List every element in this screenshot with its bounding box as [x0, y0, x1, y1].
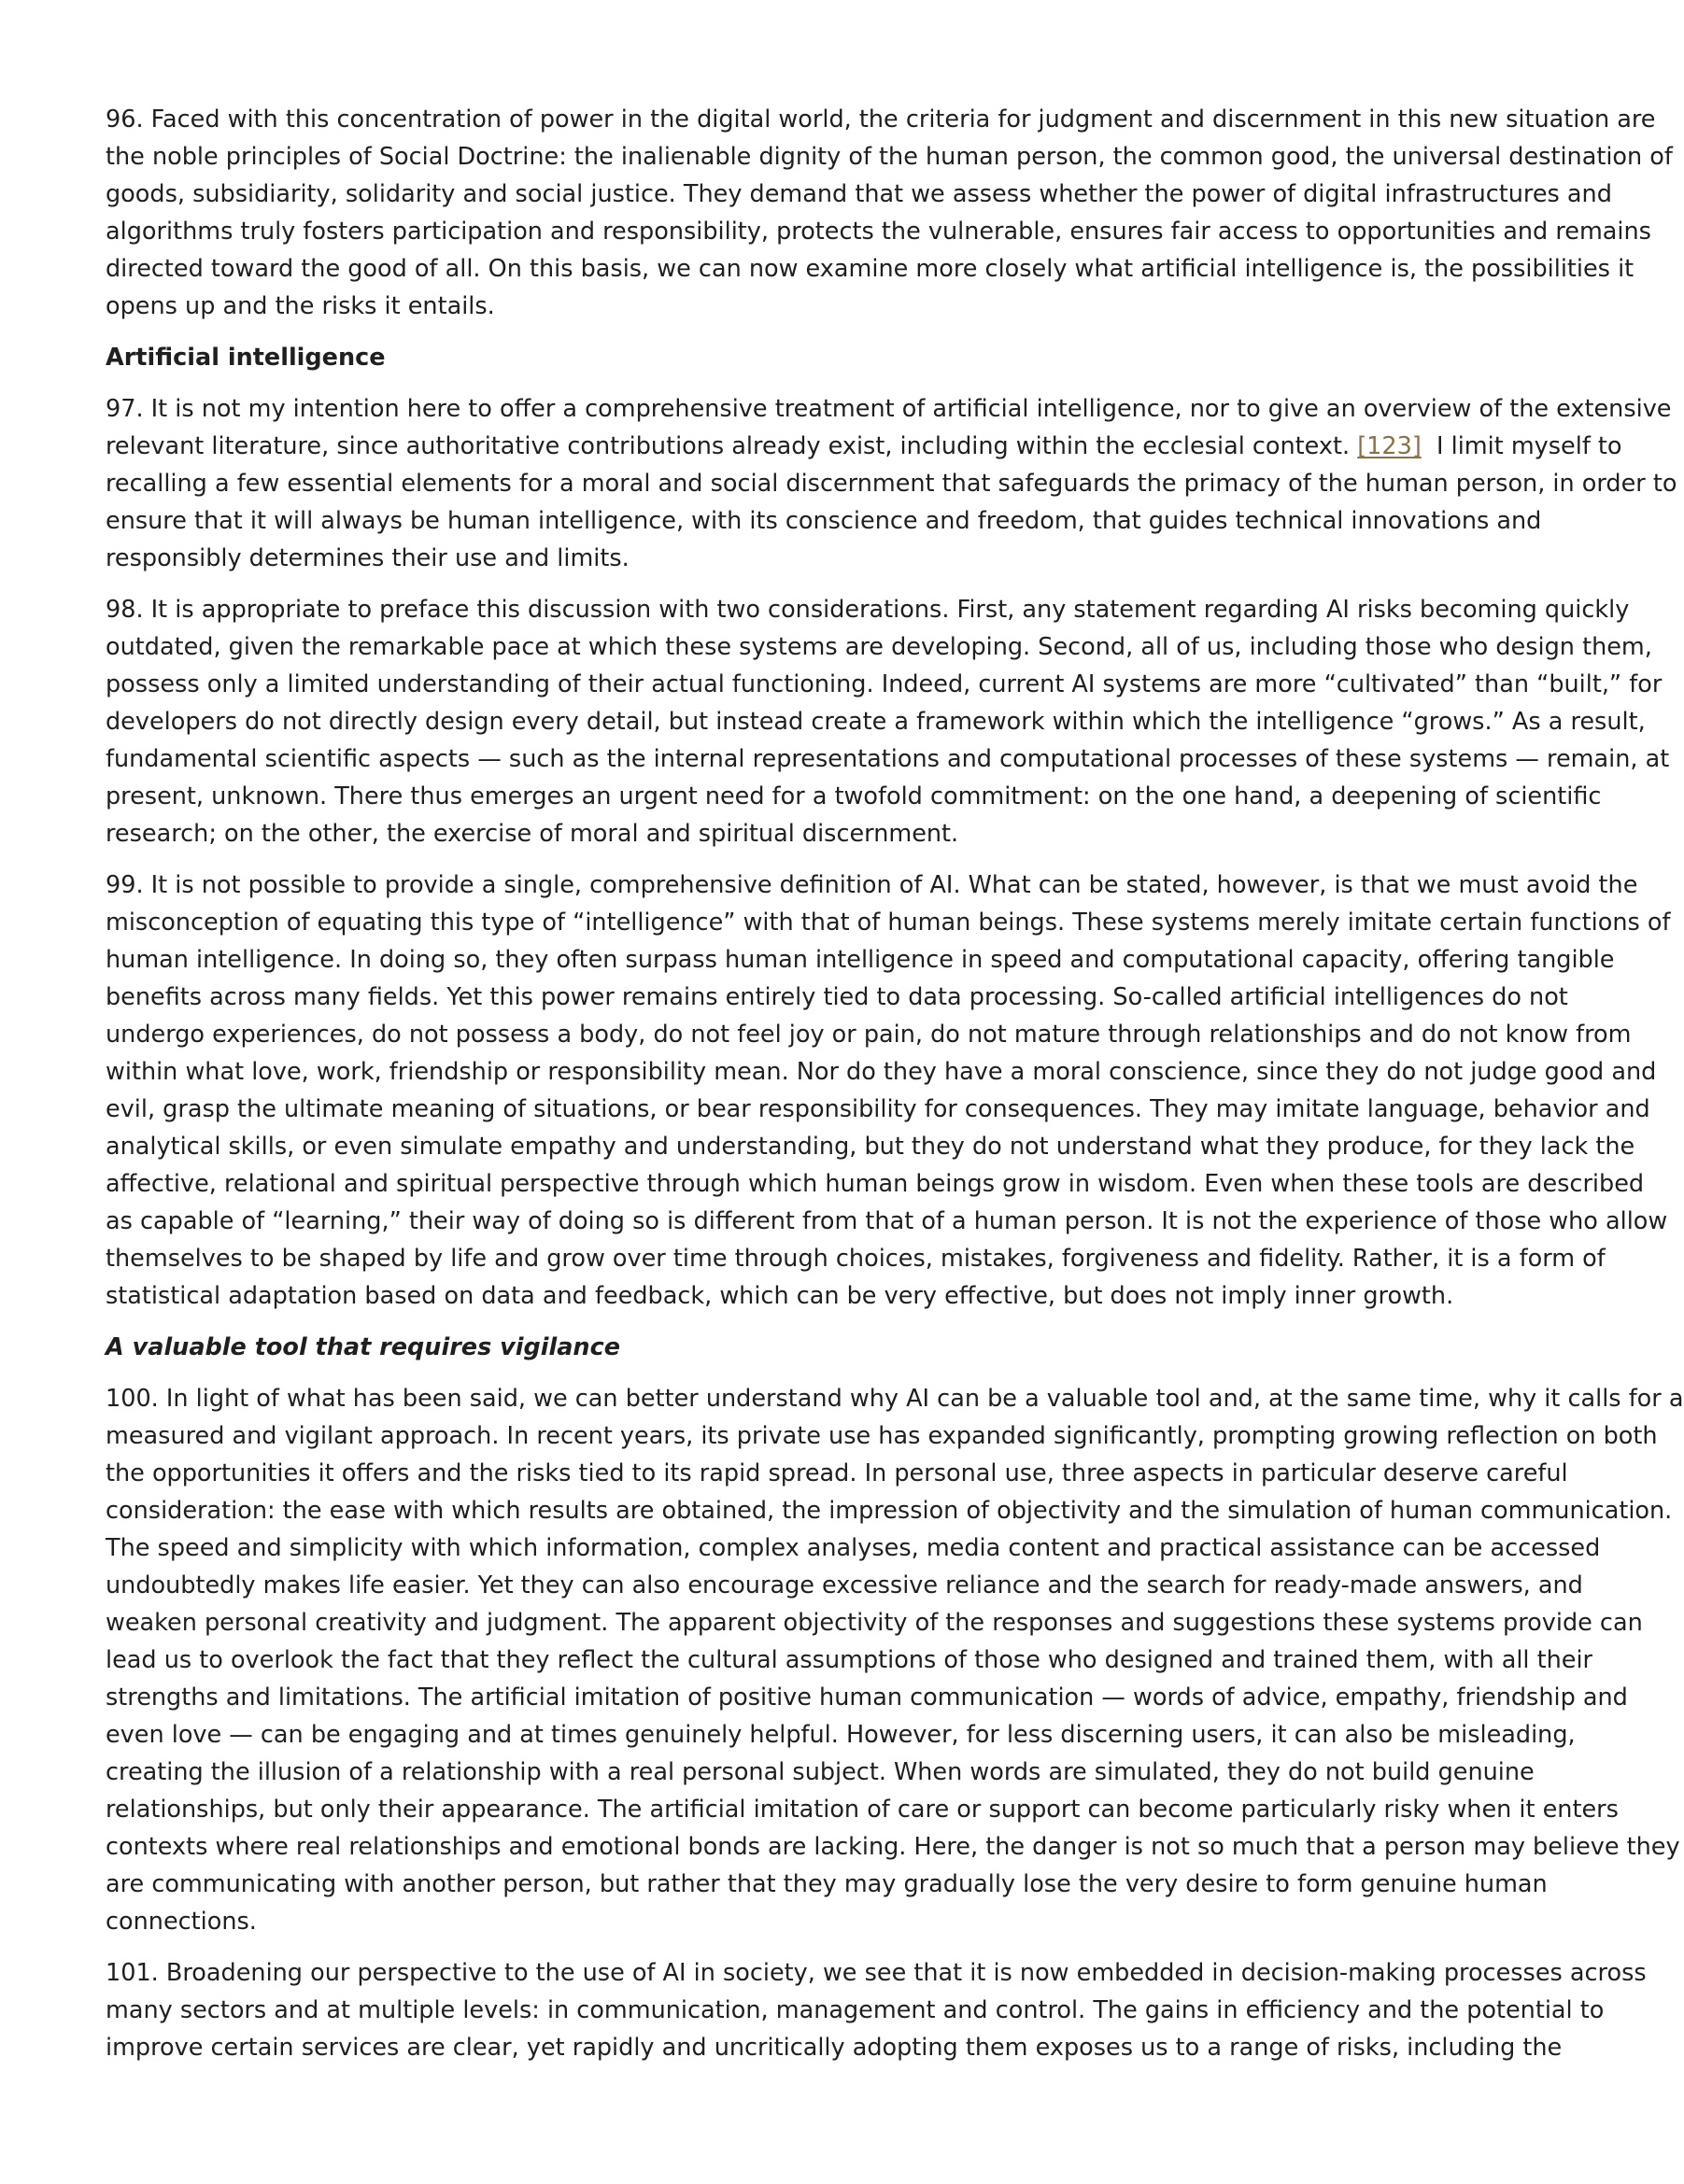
text-line: consideration: the ease with which results are obtained, the impression of objectivity and the simulation of human communication.: [106, 1497, 1673, 1525]
paragraph-99: [106, 867, 1671, 1315]
text-line: opens up and the risks it entails.: [106, 292, 495, 320]
text-line: 98. It is appropriate to preface this discussion with two considerations. First, any statement regarding AI risks becoming quickly: [106, 596, 1630, 624]
paragraph-98: [106, 591, 1670, 852]
text-line: undoubtedly makes life easier. Yet they can also encourage excessive reliance and the search for ready-made answers, and: [106, 1571, 1583, 1599]
text-line: outdated, given the remarkable pace at which these systems are developing. Second, all of us, including those who design them,: [106, 633, 1652, 661]
text-line: themselves to be shaped by life and grow over time through choices, mistakes, forgiveness and fidelity. Rather, it is a form of: [106, 1245, 1606, 1273]
text-line: improve certain services are clear, yet rapidly and uncritically adopting them exposes us to a range of risks, including the: [106, 2034, 1563, 2062]
section-heading-artificial-intelligence: Artificial intelligence: [106, 344, 386, 372]
text-line: measured and vigilant approach. In recent years, its private use has expanded significantly, prompting growing reflection on both: [106, 1422, 1658, 1450]
text-line: evil, grasp the ultimate meaning of situations, or bear responsibility for consequences. They may imitate language, behavior and: [106, 1095, 1650, 1123]
text-line: research; on the other, the exercise of moral and spiritual discernment.: [106, 820, 959, 848]
text-line: present, unknown. There thus emerges an urgent need for a twofold commitment: on the one hand, a deepening of scientific: [106, 782, 1602, 810]
text-line: even love — can be engaging and at times genuinely helpful. However, for less discerning users, it can also be misleading,: [106, 1721, 1576, 1749]
text-line: 100. In light of what has been said, we can better understand why AI can be a valuable tool and, at the same time, why it calls for a: [106, 1385, 1684, 1413]
section-heading-valuable-tool: A valuable tool that requires vigilance: [106, 1333, 620, 1361]
paragraph-97: [106, 390, 1677, 577]
text-line: contexts where real relationships and emotional bonds are lacking. Here, the danger is not so much that a person may believe they: [106, 1833, 1680, 1861]
text-line: fundamental scientific aspects — such as the internal representations and computational processes of these systems — remain, at: [106, 745, 1670, 773]
paragraph-100: [106, 1380, 1684, 1940]
text-line: algorithms truly fosters participation and responsibility, protects the vulnerable, ensures fair access to opportunities and remains: [106, 218, 1651, 246]
text-line: benefits across many fields. Yet this power remains entirely tied to data processing. So-called artificial intelligences do not: [106, 983, 1568, 1011]
text-line: developers do not directly design every detail, but instead create a framework within which the intelligence “grows.” As a result,: [106, 708, 1646, 736]
text-line: lead us to overlook the fact that they reflect the cultural assumptions of those who designed and trained them, with all their: [106, 1646, 1593, 1674]
text-line: ensure that it will always be human intelligence, with its conscience and freedom, that guides technical innovations and: [106, 507, 1542, 535]
text-line: affective, relational and spiritual perspective through which human beings grow in wisdom. Even when these tools are described: [106, 1170, 1645, 1198]
paragraph-96: [106, 101, 1673, 325]
text-line: are communicating with another person, but rather that they may gradually lose the very desire to form genuine human: [106, 1870, 1548, 1898]
text-line: strengths and limitations. The artificial imitation of positive human communication — words of advice, empathy, friendship and: [106, 1684, 1628, 1712]
text-segment: relevant literature, since authoritative contributions already exist, including within the ecclesial context.: [106, 432, 1358, 460]
text-line: within what love, work, friendship or responsibility mean. Nor do they have a moral conscience, since they do not judge good and: [106, 1058, 1657, 1086]
text-line: many sectors and at multiple levels: in communication, management and control. The gains in efficiency and the potential to: [106, 1996, 1605, 2024]
text-line: misconception of equating this type of “intelligence” with that of human beings. These systems merely imitate certain functions of: [106, 909, 1671, 937]
text-line: relationships, but only their appearance. The artificial imitation of care or support can become particularly risky when it enters: [106, 1796, 1619, 1824]
paragraph-101: [106, 1954, 1647, 2066]
text-line: the opportunities it offers and the risks tied to its rapid spread. In personal use, three aspects in particular deserve careful: [106, 1459, 1568, 1487]
text-line-with-footnote: [106, 428, 1622, 465]
text-line: 97. It is not my intention here to offer a comprehensive treatment of artificial intelligence, nor to give an overview of the extensive: [106, 395, 1672, 423]
text-line: directed toward the good of all. On this basis, we can now examine more closely what artificial intelligence is, the possibilities it: [106, 255, 1634, 283]
text-line: as capable of “learning,” their way of doing so is different from that of a human person. It is not the experience of those who allow: [106, 1207, 1668, 1235]
text-line: analytical skills, or even simulate empathy and understanding, but they do not understand what they produce, for they lack the: [106, 1133, 1635, 1161]
text-line: human intelligence. In doing so, they often surpass human intelligence in speed and computational capacity, offering tangible: [106, 946, 1615, 974]
text-line: 101. Broadening our perspective to the use of AI in society, we see that it is now embedded in decision-making processes across: [106, 1959, 1647, 1987]
text-line: weaken personal creativity and judgment. The apparent objectivity of the responses and suggestions these systems provide can: [106, 1609, 1643, 1637]
text-line: 96. Faced with this concentration of power in the digital world, the criteria for judgment and discernment in this new situation are: [106, 106, 1656, 134]
text-line: responsibly determines their use and limits.: [106, 544, 630, 572]
text-line: creating the illusion of a relationship with a real personal subject. When words are simulated, they do not build genuine: [106, 1758, 1535, 1786]
footnote-link-123[interactable]: [123]: [1357, 432, 1422, 460]
text-line: 99. It is not possible to provide a single, comprehensive definition of AI. What can be stated, however, is that we must avoid the: [106, 871, 1638, 899]
text-line: The speed and simplicity with which information, complex analyses, media content and practical assistance can be accessed: [106, 1534, 1601, 1562]
document-page: [106, 101, 1684, 2080]
text-line: possess only a limited understanding of their actual functioning. Indeed, current AI systems are more “cultivated” than “built,” for: [106, 670, 1663, 698]
text-line: goods, subsidiarity, solidarity and social justice. They demand that we assess whether the power of digital infrastructures and: [106, 180, 1612, 208]
text-line: statistical adaptation based on data and feedback, which can be very effective, but does not imply inner growth.: [106, 1282, 1454, 1310]
text-line: recalling a few essential elements for a moral and social discernment that safeguards the primacy of the human person, in order to: [106, 470, 1677, 498]
text-segment: I limit myself to: [1421, 432, 1622, 460]
text-line: undergo experiences, do not possess a body, do not feel joy or pain, do not mature through relationships and do not know from: [106, 1021, 1632, 1049]
text-line: the noble principles of Social Doctrine: the inalienable dignity of the human person, the common good, the universal destination of: [106, 143, 1673, 171]
text-line: connections.: [106, 1908, 257, 1936]
